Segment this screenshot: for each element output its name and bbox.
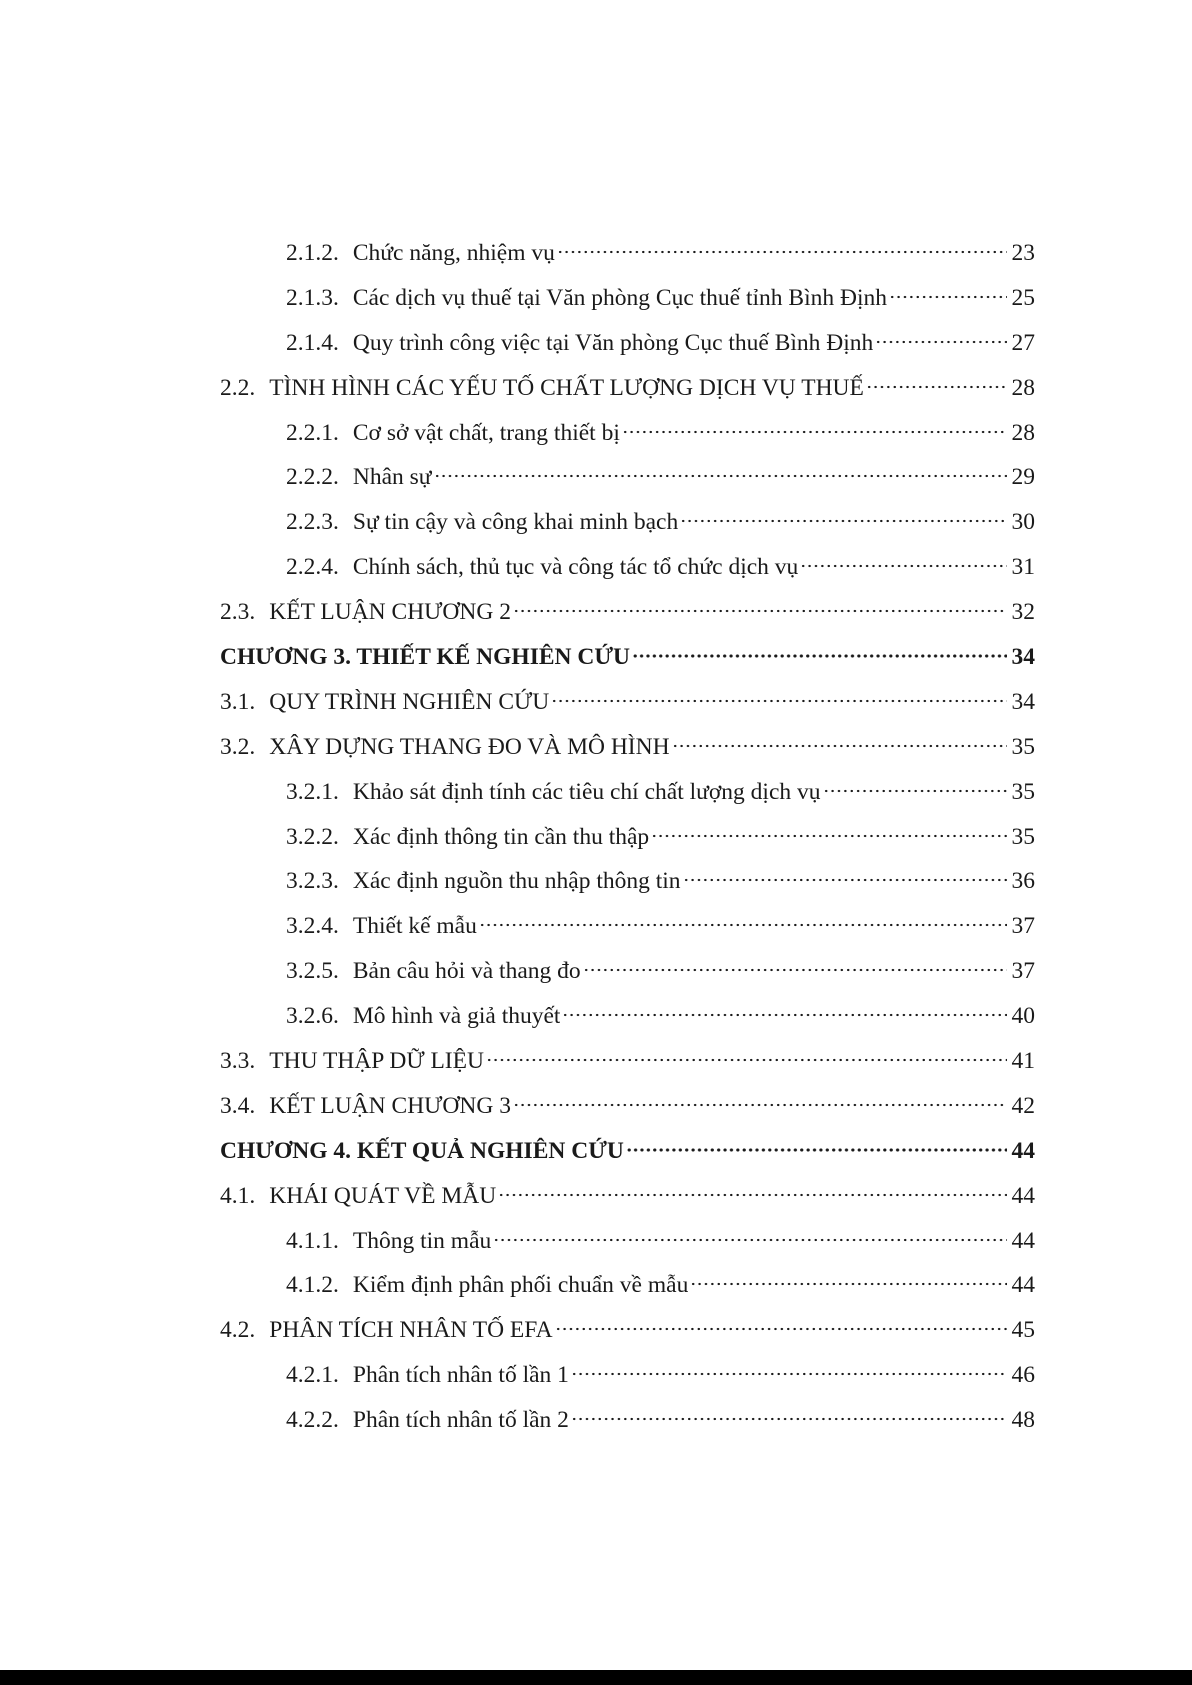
- toc-entry-number: 2.2.1.: [286, 419, 339, 446]
- toc-entry-page-number: 28: [1011, 374, 1035, 401]
- toc-dot-leader: [513, 1103, 1007, 1107]
- toc-entry-number: 4.1.: [220, 1182, 256, 1209]
- toc-entry-page-number: 37: [1011, 913, 1035, 940]
- toc-entry-page-number: 34: [1011, 644, 1035, 671]
- toc-subsection-entry[interactable]: [220, 231, 1035, 276]
- toc-entry-number: 3.2.1.: [286, 778, 339, 805]
- toc-chapter-entry[interactable]: [220, 635, 1035, 680]
- toc-section-entry[interactable]: [220, 366, 1035, 411]
- toc-entry-number: 2.1.2.: [286, 240, 339, 266]
- toc-entry-number: 2.1.3.: [286, 284, 339, 311]
- toc-dot-leader: [571, 1372, 1007, 1376]
- toc-entry-title: QUY TRÌNH NGHIÊN CỨU: [269, 688, 550, 715]
- toc-entry-page-number: 45: [1011, 1317, 1035, 1344]
- toc-subsection-entry[interactable]: [220, 1263, 1035, 1308]
- toc-dot-leader: [562, 1013, 1007, 1017]
- toc-entry-title: Phân tích nhân tố lần 1: [352, 1362, 569, 1389]
- toc-entry-page-number: 31: [1011, 554, 1035, 581]
- toc-entry-number: 2.1.4.: [286, 329, 339, 356]
- toc-dot-leader: [680, 519, 1007, 523]
- toc-entry-number: 3.2.: [220, 733, 256, 760]
- toc-entry-number: 4.2.2.: [286, 1407, 339, 1434]
- toc-dot-leader: [622, 430, 1007, 434]
- toc-entry-title: Chính sách, thủ tục và công tác tổ chức dịch vụ: [352, 554, 799, 581]
- toc-entry-title: KẾT LUẬN CHƯƠNG 2: [269, 599, 511, 626]
- toc-entry-title: Phân tích nhân tố lần 2: [352, 1407, 569, 1434]
- toc-entry-title: Mô hình và giả thuyết: [352, 1003, 561, 1030]
- toc-entry-title: Cơ sở vật chất, trang thiết bị: [352, 419, 620, 446]
- toc-entry-number: 3.2.2.: [286, 823, 339, 850]
- toc-entry-page-number: 44: [1011, 1137, 1035, 1164]
- toc-entry-title: Chức năng, nhiệm vụ: [352, 240, 555, 266]
- toc-entry-title: Sự tin cậy và công khai minh bạch: [352, 509, 679, 536]
- toc-entry-number: 4.1.1.: [286, 1227, 339, 1254]
- toc-entry-page-number: 41: [1011, 1048, 1035, 1075]
- toc-entry-title: Các dịch vụ thuế tại Văn phòng Cục thuế tỉnh Bình Định: [352, 284, 887, 311]
- toc-dot-leader: [683, 878, 1007, 882]
- toc-section-entry[interactable]: [220, 1174, 1035, 1219]
- toc-subsection-entry[interactable]: [220, 500, 1035, 545]
- toc-entry-title: Thiết kế mẫu: [352, 913, 477, 940]
- toc-section-entry[interactable]: [220, 1039, 1035, 1084]
- toc-entry-title: Thông tin mẫu: [352, 1227, 492, 1254]
- toc-dot-leader: [493, 1238, 1007, 1242]
- toc-entry-page-number: 44: [1011, 1227, 1035, 1254]
- toc-section-entry[interactable]: [220, 1308, 1035, 1353]
- toc-entry-page-number: 29: [1011, 464, 1035, 491]
- toc-subsection-entry[interactable]: [220, 411, 1035, 456]
- toc-subsection-entry[interactable]: [220, 904, 1035, 949]
- toc-dot-leader: [889, 295, 1007, 299]
- toc-entry-number: 4.2.: [220, 1317, 256, 1344]
- toc-entry-number: 3.4.: [220, 1092, 256, 1119]
- toc-dot-leader: [571, 1417, 1007, 1421]
- toc-dot-leader: [557, 250, 1007, 254]
- toc-entry-page-number: 34: [1011, 688, 1035, 715]
- toc-subsection-entry[interactable]: [220, 770, 1035, 815]
- toc-entry-page-number: 27: [1011, 329, 1035, 356]
- toc-entry-page-number: 25: [1011, 284, 1035, 311]
- toc-entry-page-number: 23: [1011, 240, 1035, 266]
- toc-entry-number: 2.2.2.: [286, 464, 339, 491]
- toc-dot-leader: [866, 385, 1007, 389]
- toc-entry-page-number: 35: [1011, 778, 1035, 805]
- toc-entry-page-number: 35: [1011, 823, 1035, 850]
- toc-entry-page-number: 37: [1011, 958, 1035, 985]
- toc-entry-number: 3.2.3.: [286, 868, 339, 895]
- toc-entry-title: Bản câu hỏi và thang đo: [352, 958, 581, 985]
- toc-entry-title: TÌNH HÌNH CÁC YẾU TỐ CHẤT LƯỢNG DỊCH VỤ THUẾ: [269, 374, 864, 401]
- toc-entry-number: 2.2.3.: [286, 509, 339, 536]
- toc-entry-page-number: 44: [1011, 1272, 1035, 1299]
- toc-entry-page-number: 42: [1011, 1092, 1035, 1119]
- toc-section-entry[interactable]: [220, 590, 1035, 635]
- toc-entry-title: KẾT LUẬN CHƯƠNG 3: [269, 1092, 511, 1119]
- toc-subsection-entry[interactable]: [220, 1219, 1035, 1264]
- toc-chapter-entry[interactable]: [220, 1129, 1035, 1174]
- toc-entry-title: Kiểm định phân phối chuẩn về mẫu: [352, 1272, 689, 1299]
- toc-subsection-entry[interactable]: [220, 321, 1035, 366]
- toc-dot-leader: [626, 1148, 1007, 1152]
- toc-entry-title: PHÂN TÍCH NHÂN TỐ EFA: [269, 1317, 553, 1344]
- toc-entry-number: 3.2.4.: [286, 913, 339, 940]
- toc-entry-title: Xác định nguồn thu nhập thông tin: [352, 868, 681, 895]
- bottom-edge-bar: [0, 1670, 1192, 1685]
- toc-subsection-entry[interactable]: [220, 276, 1035, 321]
- toc-entry-page-number: 46: [1011, 1362, 1035, 1389]
- toc-dot-leader: [800, 564, 1007, 568]
- toc-entry-title: CHƯƠNG 4. KẾT QUẢ NGHIÊN CỨU: [220, 1137, 624, 1164]
- toc-entry-number: 4.2.1.: [286, 1362, 339, 1389]
- toc-entry-number: 2.2.4.: [286, 554, 339, 581]
- toc-dot-leader: [513, 609, 1007, 613]
- toc-dot-leader: [434, 474, 1007, 478]
- toc-subsection-entry[interactable]: [220, 949, 1035, 994]
- toc-entry-page-number: 48: [1011, 1407, 1035, 1434]
- toc-entry-title: THU THẬP DỮ LIỆU: [269, 1048, 484, 1075]
- toc-entry-title: KHÁI QUÁT VỀ MẪU: [269, 1182, 497, 1209]
- toc-entry-number: 3.1.: [220, 688, 256, 715]
- toc-subsection-entry[interactable]: [220, 815, 1035, 860]
- toc-section-entry[interactable]: [220, 725, 1035, 770]
- toc-section-entry[interactable]: [220, 1084, 1035, 1129]
- toc-entry-page-number: 30: [1011, 509, 1035, 536]
- table-of-contents: [220, 231, 1035, 1443]
- toc-entry-title: CHƯƠNG 3. THIẾT KẾ NGHIÊN CỨU: [220, 644, 630, 671]
- toc-dot-leader: [823, 789, 1008, 793]
- toc-entry-number: 3.2.6.: [286, 1003, 339, 1030]
- toc-dot-leader: [672, 744, 1007, 748]
- toc-subsection-entry[interactable]: [220, 1398, 1035, 1443]
- toc-dot-leader: [690, 1282, 1007, 1286]
- toc-dot-leader: [555, 1327, 1007, 1331]
- toc-entry-page-number: 40: [1011, 1003, 1035, 1030]
- toc-entry-page-number: 35: [1011, 733, 1035, 760]
- toc-dot-leader: [486, 1058, 1007, 1062]
- toc-dot-leader: [583, 968, 1007, 972]
- toc-dot-leader: [498, 1193, 1007, 1197]
- toc-subsection-entry[interactable]: [220, 455, 1035, 500]
- toc-dot-leader: [479, 923, 1007, 927]
- toc-entry-title: XÂY DỰNG THANG ĐO VÀ MÔ HÌNH: [269, 733, 670, 760]
- toc-dot-leader: [875, 340, 1007, 344]
- toc-entry-title: Quy trình công việc tại Văn phòng Cục thuế Bình Định: [352, 329, 874, 356]
- toc-entry-title: Khảo sát định tính các tiêu chí chất lượng dịch vụ: [352, 778, 821, 805]
- toc-section-entry[interactable]: [220, 680, 1035, 725]
- toc-entry-title: Xác định thông tin cần thu thập: [352, 823, 650, 850]
- toc-entry-number: 4.1.2.: [286, 1272, 339, 1299]
- toc-subsection-entry[interactable]: [220, 545, 1035, 590]
- toc-entry-number: 3.2.5.: [286, 958, 339, 985]
- toc-entry-page-number: 28: [1011, 419, 1035, 446]
- toc-entry-title: Nhân sự: [352, 464, 432, 491]
- toc-entry-number: 2.3.: [220, 599, 256, 626]
- toc-subsection-entry[interactable]: [220, 994, 1035, 1039]
- toc-dot-leader: [651, 834, 1007, 838]
- toc-entry-page-number: 32: [1011, 599, 1035, 626]
- toc-entry-number: 2.2.: [220, 374, 256, 401]
- toc-subsection-entry[interactable]: [220, 1353, 1035, 1398]
- toc-dot-leader: [551, 699, 1007, 703]
- toc-entry-page-number: 44: [1011, 1182, 1035, 1209]
- toc-subsection-entry[interactable]: [220, 859, 1035, 904]
- toc-dot-leader: [632, 654, 1007, 658]
- toc-entry-page-number: 36: [1011, 868, 1035, 895]
- toc-entry-number: 3.3.: [220, 1048, 256, 1075]
